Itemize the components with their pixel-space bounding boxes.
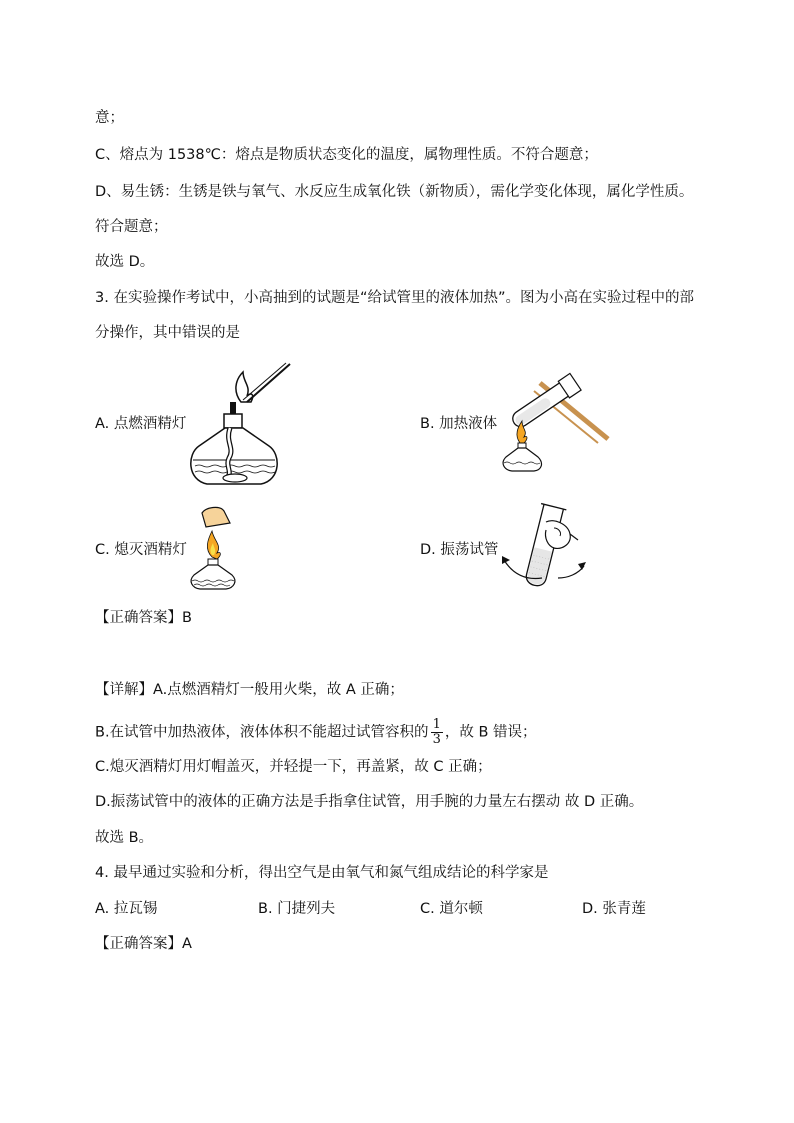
line-1: 意； (95, 110, 124, 126)
q3-option-b-label: B. 加热液体 (420, 416, 498, 432)
q4-option-c: C. 道尔顿 (420, 901, 483, 917)
line-3: D、易生锈：生锈是铁与氧气、水反应生成氧化铁（新物质），需化学变化体现，属化学性质。 (95, 184, 694, 200)
line-2: C、熔点为 1538℃：熔点是物质状态变化的温度，属物理性质。不符合题意； (95, 147, 598, 163)
extinguish-lamp-figure (190, 505, 250, 590)
q3-answer: 【正确答案】B (95, 610, 192, 626)
q3-option-c-label: C. 熄灭酒精灯 (95, 542, 187, 558)
line-5: 故选 D。 (95, 254, 155, 270)
q3-explanation-2 (95, 718, 537, 747)
heating-liquid-figure (500, 373, 612, 473)
q4-stem: 4. 最早通过实验和分析，得出空气是由氧气和氮气组成结论的科学家是 (95, 865, 549, 881)
q3-stem-line-1: 3. 在实验操作考试中，小高抽到的试题是“给试管里的液体加热”。图为小高在实验过程中的部 (95, 290, 694, 306)
fraction-numerator: 1 (432, 717, 441, 732)
q3-explanation-3: C.熄灭酒精灯用灯帽盖灭，并轻提一下，再盖紧，故 C 正确； (95, 759, 492, 775)
test-tube-heating-illustration (500, 373, 612, 473)
alcohol-lamp-match-illustration (185, 362, 295, 492)
q3-option-d-label: D. 振荡试管 (420, 542, 499, 558)
line-4: 符合题意； (95, 219, 168, 235)
one-third-fraction (431, 718, 443, 747)
lighting-lamp-figure (185, 362, 295, 492)
q4-option-a: A. 拉瓦锡 (95, 901, 158, 917)
fraction-denominator: 3 (432, 732, 441, 747)
q3-option-a-label: A. 点燃酒精灯 (95, 416, 187, 432)
q4-option-b: B. 门捷列夫 (258, 901, 336, 917)
explanation-2-text-before: B.在试管中加热液体，液体体积不能超过试管容积的 (95, 724, 429, 741)
q3-explanation-1: 【详解】A.点燃酒精灯一般用火柴，故 A 正确； (95, 682, 404, 698)
test-tube-shaking-illustration (498, 500, 586, 594)
q3-stem-line-2: 分操作，其中错误的是 (95, 325, 240, 341)
lamp-cap-illustration (190, 505, 250, 590)
q4-answer: 【正确答案】A (95, 936, 192, 952)
q3-explanation-5: 故选 B。 (95, 830, 154, 846)
q4-option-d: D. 张青莲 (582, 901, 646, 917)
explanation-2-text-after: ，故 B 错误； (444, 724, 537, 741)
q3-explanation-4: D.振荡试管中的液体的正确方法是手指拿住试管，用手腕的力量左右摆动 故 D 正确。 (95, 794, 644, 810)
shaking-tube-figure (498, 500, 586, 594)
